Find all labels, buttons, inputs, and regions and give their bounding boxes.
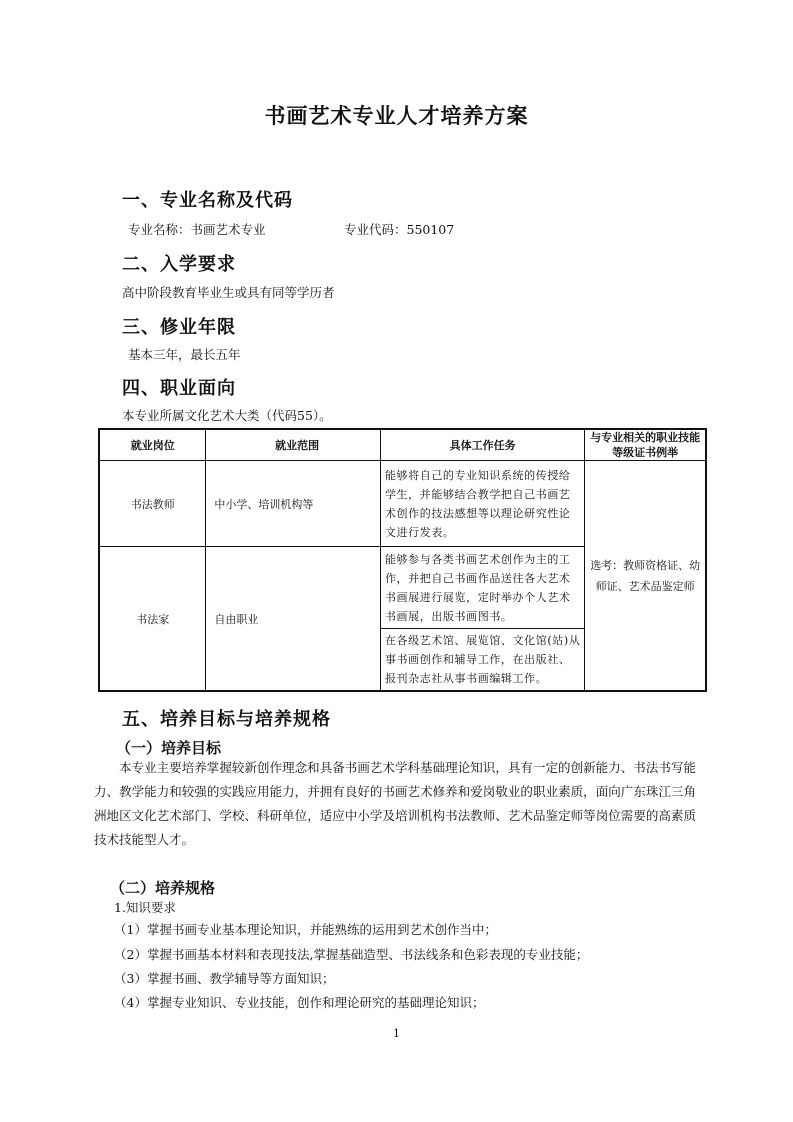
cell-post: 书法家: [99, 547, 206, 692]
subsection-heading-specs: （二）培养规格: [110, 879, 216, 897]
header-post: 就业岗位: [99, 429, 206, 461]
header-cert: 与专业相关的职业技能等级证书例举: [585, 429, 706, 461]
header-task: 具体工作任务: [380, 429, 584, 461]
section-heading-admission: 二、入学要求: [122, 254, 236, 275]
cell-scope: 自由职业: [206, 547, 381, 692]
cell-task: [380, 547, 584, 629]
list-item: （3）掌握书画、教学辅导等方面知识；: [114, 971, 335, 986]
cell-cert: 选考：教师资格证、幼师证、艺术品鉴定师: [585, 461, 706, 692]
knowledge-req-title: 1.知识要求: [114, 900, 176, 915]
cell-scope: 中小学、培训机构等: [206, 461, 381, 547]
cell-post: 书法教师: [99, 461, 206, 547]
career-table: [98, 428, 707, 692]
list-item: （1）掌握书画专业基本理论知识，并能熟练的运用到艺术创作当中；: [114, 922, 497, 937]
cell-task: [380, 461, 584, 547]
section-heading-major-code: 一、专业名称及代码: [122, 190, 293, 211]
admission-text: 高中阶段教育毕业生或具有同等学历者: [122, 285, 335, 300]
table-row: [99, 461, 706, 547]
page-number: 1: [393, 1027, 400, 1040]
task-text: 在各级艺术馆、展览馆、文化馆(站)从事书画创作和辅导工作，在出版社、报刊杂志社从事书画编辑工作。: [384, 634, 581, 685]
section-heading-duration: 三、修业年限: [122, 317, 236, 338]
duration-text: 基本三年，最长五年: [128, 347, 241, 362]
list-item: （2）掌握书画基本材料和表现技法,掌握基础造型、书法线条和色彩表现的专业技能；: [114, 947, 589, 962]
cell-task: [380, 629, 584, 692]
table-header-row: [99, 429, 706, 461]
goals-paragraph: 本专业主要培养掌握较新创作理念和具备书画艺术学科基础理论知识，具有一定的创新能力、书法书写能力、教学能力和较强的实践应用能力，并拥有良好的书画艺术修养和爱岗敬业的职业素质，面向广东珠江三角洲地区文化艺术部门、学校、科研单位，适应中小学及培训机构书法教师、艺术品鉴定师等岗位需要的高素质技术技能型人才。: [94, 760, 696, 847]
subsection-heading-goals: （一）培养目标: [116, 739, 222, 757]
section-heading-career: 四、职业面向: [122, 378, 236, 399]
document-title: 书画艺术专业人才培养方案: [264, 104, 529, 128]
header-scope: 就业范围: [206, 429, 381, 461]
section-heading-goals: 五、培养目标与培养规格: [122, 709, 331, 730]
list-item: （4）掌握专业知识、专业技能，创作和理论研究的基础理论知识；: [114, 995, 485, 1010]
career-intro-text: 本专业所属文化艺术大类（代码55）。: [122, 408, 332, 423]
major-code-label: 专业代码：550107: [344, 222, 455, 237]
task-text: 能够将自己的专业知识系统的传授给学生，并能够结合教学把自己书画艺术创作的技法感想等以理论研究性论文进行发表。: [384, 468, 571, 539]
major-name-label: 专业名称：书画艺术专业: [128, 222, 266, 237]
task-text: 能够参与各类书画艺术创作为主的工作，并把自己书画作品送往各大艺术书画展进行展览，定时举办个人艺术书画展，出版书画图书。: [384, 552, 571, 623]
